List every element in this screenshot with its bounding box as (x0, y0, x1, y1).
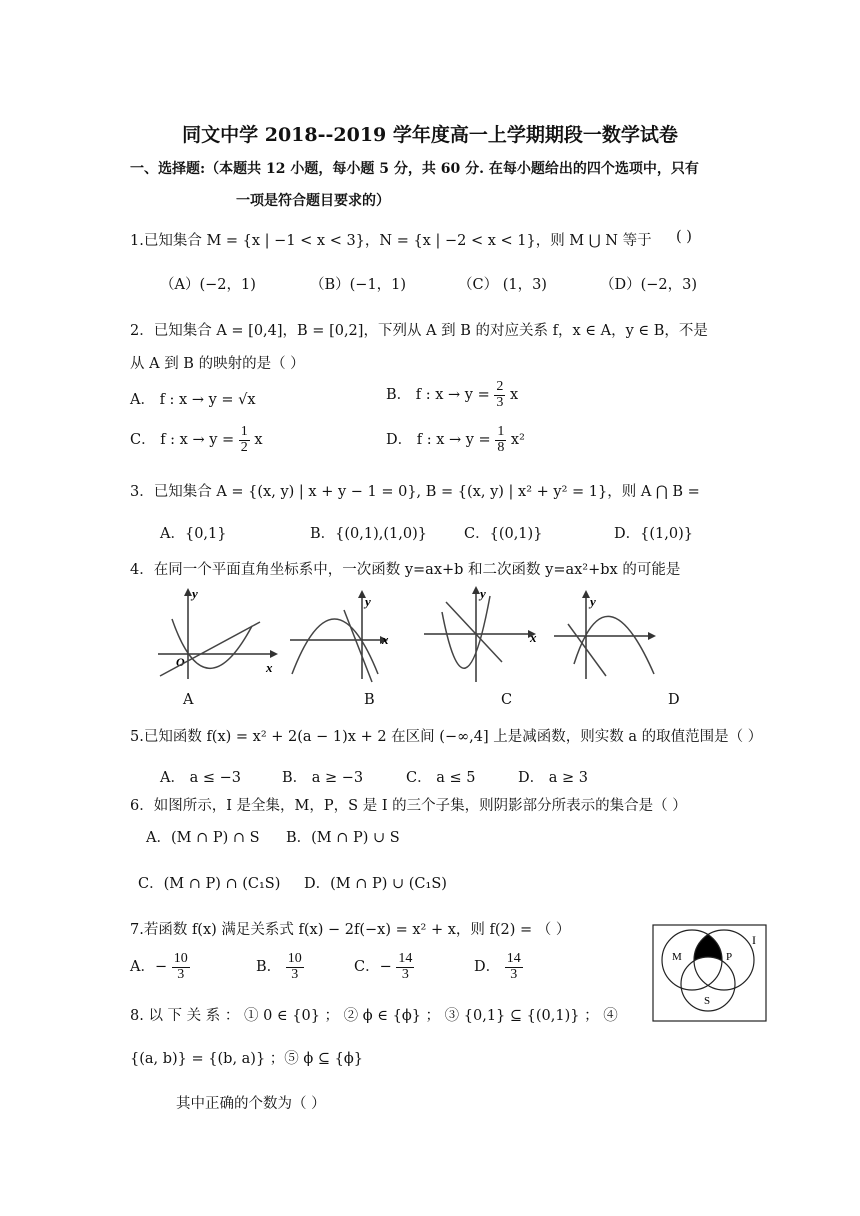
section-header-line1: 一、选择题:（本题共 12 小题，每小题 5 分，共 60 分. 在每小题给出的四个选项中，只有 (130, 161, 699, 177)
q2-option-d-numerator: 1 (497, 424, 505, 439)
q4-graph-a (150, 584, 280, 684)
q3-stem: 3．已知集合 A = {(x, y) | x + y − 1 = 0}, B = {(x, y) | x² + y² = 1}，则 A ⋂ B = (130, 484, 700, 500)
q2-option-a: A． f : x → y = √x (130, 392, 256, 408)
q4-stem: 4．在同一个平面直角坐标系中，一次函数 y=ax+b 和二次函数 y=ax²+bx 的可能是 (130, 562, 681, 578)
q2-option-d-denominator: 8 (497, 439, 505, 455)
q7-option-c (354, 952, 414, 982)
q4-graph-c (420, 582, 546, 686)
y-axis-arrow (582, 590, 590, 598)
q2-option-d-fraction (495, 425, 506, 455)
q2-option-c-denominator: 2 (240, 439, 248, 455)
q7-option-c-label: C． (354, 959, 380, 976)
q2-option-b-suffix: x (509, 387, 519, 404)
q7-option-b-label: B． (256, 959, 282, 976)
q5-option-b: B． a ≥ −3 (282, 770, 364, 786)
q4-label-a: A (183, 692, 194, 708)
q2-option-b-prefix: B． f : x → y = (386, 387, 490, 404)
q2-option-c-fraction (239, 425, 250, 455)
q7-option-d-label: D． (474, 959, 501, 976)
q1-answer-paren: ( ) (676, 229, 692, 245)
x-axis-label: x (266, 660, 273, 675)
line (446, 602, 502, 662)
q3-option-c: C．{(0,1)} (464, 526, 543, 542)
x-axis-label: x (530, 630, 537, 645)
q2-stem-line2: 从 A 到 B 的映射的是（ ） (130, 356, 305, 372)
q8-stem-line2: {(a, b)} = {(b, a)} ；⑤ ϕ ⊆ {ϕ} (130, 1051, 363, 1067)
q2-option-b-fraction (494, 380, 505, 410)
q8-stem-line1: 8. 以 下 关 系 ： ① 0 ∈ {0} ； ② ϕ ∈ {ϕ} ； ③ {0,1} ⊆ {(0,1)} ； ④ (130, 1008, 618, 1024)
q7-option-a-sign: − (154, 959, 168, 976)
q1-option-a: （A）(−2，1) (160, 277, 256, 293)
q7-option-c-numerator: 14 (398, 951, 413, 966)
venn-label-m: M (672, 951, 682, 963)
q7-option-c-sign: − (379, 959, 392, 976)
q7-option-a (130, 952, 190, 982)
q2-option-c (130, 425, 263, 455)
q6-stem: 6．如图所示，I 是全集，M，P，S 是 I 的三个子集，则阴影部分所表示的集合是（ ） (130, 798, 687, 814)
q7-option-b-fraction (286, 952, 304, 982)
q7-option-b-numerator: 10 (287, 951, 302, 966)
y-axis-arrow (472, 586, 480, 594)
q3-option-a: A．{0,1} (160, 526, 227, 542)
q7-option-d (474, 952, 523, 982)
q4-label-d: D (668, 692, 680, 708)
q7-option-a-denominator: 3 (177, 966, 185, 982)
q1-stem: 1.已知集合 M = {x | −1 < x < 3}，N = {x | −2 < x < 1}，则 M ⋃ N 等于 (130, 233, 652, 249)
q1-option-b: （B）(−1，1) (310, 277, 407, 293)
q4-label-c: C (501, 692, 513, 708)
venn-label-p: P (726, 951, 733, 963)
q7-option-c-fraction (396, 952, 414, 982)
q3-option-b: B．{(0,1),(1,0)} (310, 526, 427, 542)
q2-option-b-numerator: 2 (496, 379, 504, 394)
q2-stem-line1: 2．已知集合 A = [0,4]，B = [0,2]，下列从 A 到 B 的对应关系 f，x ∈ A，y ∈ B，不是 (130, 323, 708, 339)
q5-option-a: A． a ≤ −3 (160, 770, 241, 786)
x-axis-label: x (382, 632, 389, 647)
q7-option-b-denominator: 3 (291, 966, 299, 982)
q7-stem: 7.若函数 f(x) 满足关系式 f(x) − 2f(−x) = x² + x，则 f(2) = （ ） (130, 922, 571, 938)
q5-option-d: D． a ≥ 3 (518, 770, 588, 786)
q1-option-d: （D）(−2，3) (600, 277, 698, 293)
exam-title: 同文中学 2018--2019 学年度高一上学期期段一数学试卷 (182, 124, 678, 146)
q4-graph-b (286, 584, 398, 684)
q2-option-d (386, 425, 525, 455)
q5-stem: 5.已知函数 f(x) = x² + 2(a − 1)x + 2 在区间 (−∞,4] 上是减函数，则实数 a 的取值范围是（ ） (130, 729, 763, 745)
q8-stem-line3: 其中正确的个数为（ ） (176, 1096, 326, 1112)
q2-option-d-prefix: D． f : x → y = (386, 432, 491, 449)
q2-option-c-suffix: x (254, 432, 263, 449)
q6-option-c: C．(M ∩ P) ∩ (C₁S) (138, 876, 281, 892)
q1-option-c: （C） (1，3) (458, 277, 547, 293)
parabola (442, 596, 490, 668)
q4-graph-d (550, 584, 662, 684)
q7-option-d-denominator: 3 (510, 966, 518, 982)
venn-label-i: I (752, 933, 756, 947)
q3-option-d: D．{(1,0)} (614, 526, 693, 542)
y-axis-label: y (192, 586, 198, 601)
y-axis-label: y (365, 594, 371, 609)
q7-option-a-fraction (172, 952, 190, 982)
q2-option-c-numerator: 1 (240, 424, 248, 439)
y-axis-label: y (480, 586, 486, 601)
q4-label-b: B (364, 692, 375, 708)
y-axis-label: y (590, 594, 596, 609)
q2-option-b-denominator: 3 (496, 394, 504, 410)
q7-option-c-denominator: 3 (401, 966, 409, 982)
venn-diagram (652, 924, 768, 1024)
q6-option-d: D．(M ∩ P) ∪ (C₁S) (304, 876, 447, 892)
q2-option-b (386, 380, 518, 410)
q7-option-b (256, 952, 304, 982)
q7-option-d-numerator: 14 (506, 951, 521, 966)
q2-option-c-prefix: C． f : x → y = (130, 432, 235, 449)
q7-option-d-fraction (505, 952, 523, 982)
origin-label: O (176, 655, 185, 669)
x-axis-arrow (648, 632, 656, 640)
q5-option-c: C． a ≤ 5 (406, 770, 476, 786)
line (344, 610, 372, 682)
section-header-line2: 一项是符合题目要求的） (236, 193, 390, 209)
x-axis-arrow (270, 650, 278, 658)
y-axis-arrow (184, 588, 192, 596)
q7-option-a-label: A． (130, 959, 155, 976)
q6-option-b: B．(M ∩ P) ∪ S (286, 830, 400, 846)
q2-option-d-suffix: x² (510, 432, 525, 449)
q6-option-a: A．(M ∩ P) ∩ S (146, 830, 260, 846)
venn-label-s: S (704, 995, 711, 1007)
q7-option-a-numerator: 10 (173, 951, 188, 966)
